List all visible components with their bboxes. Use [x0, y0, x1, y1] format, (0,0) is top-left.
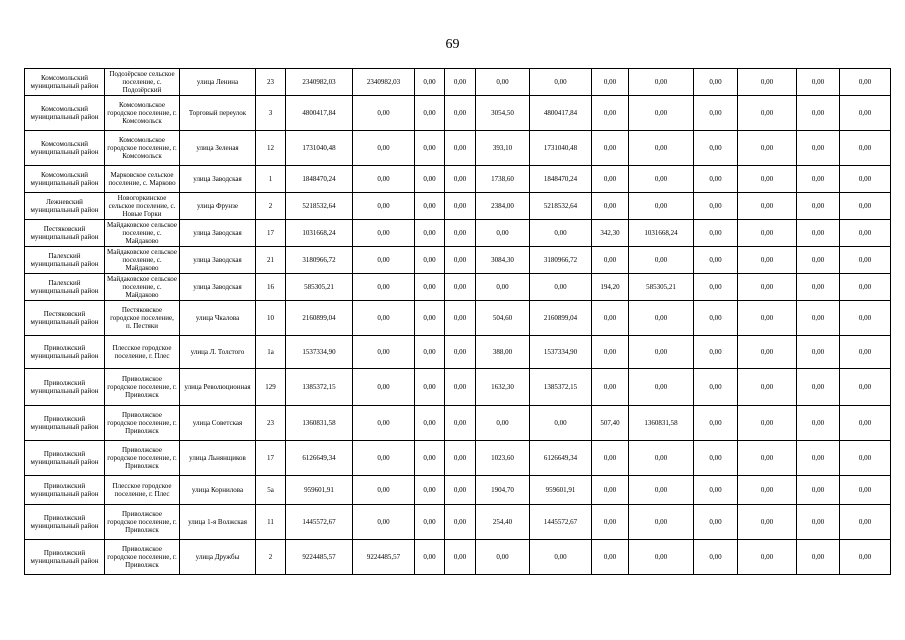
value-cell-2: 0,00 [415, 274, 445, 301]
house-number-cell: 17 [256, 220, 286, 247]
value-cell-5: 1537334,90 [530, 336, 592, 369]
value-cell-11: 0,00 [840, 336, 891, 369]
value-cell-9: 0,00 [738, 131, 797, 166]
value-cell-3: 0,00 [445, 476, 476, 505]
settlement-cell: Марковское сельское поселение, с. Марково [105, 166, 180, 193]
value-cell-8: 0,00 [694, 247, 738, 274]
value-cell-10: 0,00 [797, 406, 840, 441]
value-cell-7: 0,00 [629, 476, 694, 505]
street-cell: улица Дружбы [180, 540, 256, 575]
value-cell-9: 0,00 [738, 505, 797, 540]
table-row [25, 193, 891, 220]
house-number-cell: 16 [256, 274, 286, 301]
value-cell-5: 0,00 [530, 406, 592, 441]
table-row [25, 540, 891, 575]
table-row [25, 476, 891, 505]
value-cell-2: 0,00 [415, 540, 445, 575]
value-cell-10: 0,00 [797, 69, 840, 96]
value-cell-11: 0,00 [840, 220, 891, 247]
house-number-cell: 21 [256, 247, 286, 274]
table-row [25, 96, 891, 131]
value-cell-3: 0,00 [445, 336, 476, 369]
table-row [25, 369, 891, 406]
area-cell-1: 0,00 [476, 69, 530, 96]
value-cell-11: 0,00 [840, 540, 891, 575]
value-cell-5: 0,00 [530, 69, 592, 96]
page-number: 69 [445, 37, 460, 52]
area-cell-2: 507,40 [592, 406, 629, 441]
settlement-cell: Новогоркинское сельское поселение, с. Новые Горки [105, 193, 180, 220]
settlement-cell: Майдаковское сельское поселение, с. Майдаково [105, 220, 180, 247]
total-cost-cell: 959601,91 [286, 476, 353, 505]
district-cell: Пестяковский муниципальный район [25, 220, 105, 247]
table-row [25, 441, 891, 476]
value-cell-7: 0,00 [629, 505, 694, 540]
street-cell: улица Фрунзе [180, 193, 256, 220]
table-row [25, 406, 891, 441]
value-cell-9: 0,00 [738, 247, 797, 274]
value-cell-9: 0,00 [738, 301, 797, 336]
value-cell-11: 0,00 [840, 166, 891, 193]
street-cell: улица Революционная [180, 369, 256, 406]
street-cell: улица 1-я Волжская [180, 505, 256, 540]
house-number-cell: 10 [256, 301, 286, 336]
total-cost-cell: 9224485,57 [286, 540, 353, 575]
value-cell-9: 0,00 [738, 220, 797, 247]
area-cell-1: 0,00 [476, 406, 530, 441]
house-number-cell: 12 [256, 131, 286, 166]
value-cell-10: 0,00 [797, 193, 840, 220]
value-cell-2: 0,00 [415, 301, 445, 336]
district-cell: Комсомольский муниципальный район [25, 69, 105, 96]
area-cell-2: 0,00 [592, 166, 629, 193]
street-cell: улица Зеленая [180, 131, 256, 166]
house-number-cell: 129 [256, 369, 286, 406]
value-cell-8: 0,00 [694, 406, 738, 441]
value-cell-8: 0,00 [694, 441, 738, 476]
value-cell-7: 0,00 [629, 166, 694, 193]
value-cell-3: 0,00 [445, 406, 476, 441]
value-cell-1: 0,00 [353, 369, 415, 406]
value-cell-5: 2160899,04 [530, 301, 592, 336]
value-cell-8: 0,00 [694, 301, 738, 336]
total-cost-cell: 1537334,90 [286, 336, 353, 369]
settlement-cell: Приволжское городское поселение, г. Приволжск [105, 441, 180, 476]
settlement-cell: Комсомольское городское поселение, г. Комсомольск [105, 131, 180, 166]
area-cell-2: 0,00 [592, 540, 629, 575]
value-cell-3: 0,00 [445, 96, 476, 131]
house-number-cell: 3 [256, 96, 286, 131]
settlement-cell: Приволжское городское поселение, г. Приволжск [105, 505, 180, 540]
value-cell-3: 0,00 [445, 193, 476, 220]
street-cell: улица Корнилова [180, 476, 256, 505]
value-cell-2: 0,00 [415, 406, 445, 441]
house-number-cell: 2 [256, 540, 286, 575]
value-cell-7: 0,00 [629, 301, 694, 336]
value-cell-11: 0,00 [840, 369, 891, 406]
settlement-cell: Плесское городское поселение, г. Плес [105, 476, 180, 505]
table-row [25, 131, 891, 166]
value-cell-7: 1360831,58 [629, 406, 694, 441]
data-table [24, 68, 891, 575]
value-cell-7: 0,00 [629, 369, 694, 406]
table-row [25, 247, 891, 274]
house-number-cell: 2 [256, 193, 286, 220]
value-cell-9: 0,00 [738, 193, 797, 220]
area-cell-2: 0,00 [592, 369, 629, 406]
value-cell-7: 0,00 [629, 247, 694, 274]
street-cell: улица Ленина [180, 69, 256, 96]
value-cell-3: 0,00 [445, 131, 476, 166]
street-cell: улица Л. Толстого [180, 336, 256, 369]
value-cell-10: 0,00 [797, 476, 840, 505]
area-cell-1: 3054,50 [476, 96, 530, 131]
value-cell-8: 0,00 [694, 69, 738, 96]
value-cell-10: 0,00 [797, 247, 840, 274]
value-cell-8: 0,00 [694, 96, 738, 131]
street-cell: улица Заводская [180, 166, 256, 193]
house-number-cell: 1а [256, 336, 286, 369]
total-cost-cell: 585305,21 [286, 274, 353, 301]
total-cost-cell: 2160899,04 [286, 301, 353, 336]
value-cell-1: 0,00 [353, 301, 415, 336]
district-cell: Комсомольский муниципальный район [25, 166, 105, 193]
area-cell-1: 0,00 [476, 220, 530, 247]
street-cell: улица Заводская [180, 220, 256, 247]
value-cell-9: 0,00 [738, 336, 797, 369]
value-cell-7: 0,00 [629, 441, 694, 476]
area-cell-1: 1738,60 [476, 166, 530, 193]
value-cell-5: 0,00 [530, 540, 592, 575]
value-cell-1: 0,00 [353, 274, 415, 301]
area-cell-2: 0,00 [592, 336, 629, 369]
district-cell: Лежневский муниципальный район [25, 193, 105, 220]
value-cell-1: 0,00 [353, 166, 415, 193]
value-cell-11: 0,00 [840, 69, 891, 96]
district-cell: Приволжский муниципальный район [25, 369, 105, 406]
value-cell-5: 4800417,84 [530, 96, 592, 131]
value-cell-2: 0,00 [415, 247, 445, 274]
settlement-cell: Приволжское городское поселение, г. Приволжск [105, 369, 180, 406]
value-cell-7: 0,00 [629, 193, 694, 220]
value-cell-5: 0,00 [530, 220, 592, 247]
value-cell-10: 0,00 [797, 274, 840, 301]
value-cell-2: 0,00 [415, 69, 445, 96]
value-cell-9: 0,00 [738, 540, 797, 575]
area-cell-2: 0,00 [592, 131, 629, 166]
value-cell-7: 0,00 [629, 96, 694, 131]
value-cell-7: 1031668,24 [629, 220, 694, 247]
value-cell-5: 0,00 [530, 274, 592, 301]
area-cell-2: 342,30 [592, 220, 629, 247]
settlement-cell: Приволжское городское поселение, г. Приволжск [105, 406, 180, 441]
total-cost-cell: 4800417,84 [286, 96, 353, 131]
value-cell-3: 0,00 [445, 441, 476, 476]
house-number-cell: 23 [256, 406, 286, 441]
total-cost-cell: 2340982,03 [286, 69, 353, 96]
table-row [25, 336, 891, 369]
district-cell: Приволжский муниципальный район [25, 540, 105, 575]
area-cell-1: 1904,70 [476, 476, 530, 505]
value-cell-3: 0,00 [445, 220, 476, 247]
value-cell-11: 0,00 [840, 505, 891, 540]
value-cell-9: 0,00 [738, 96, 797, 131]
district-cell: Палехский муниципальный район [25, 274, 105, 301]
total-cost-cell: 5218532,64 [286, 193, 353, 220]
value-cell-1: 9224485,57 [353, 540, 415, 575]
value-cell-7: 0,00 [629, 540, 694, 575]
area-cell-1: 3084,30 [476, 247, 530, 274]
area-cell-2: 0,00 [592, 247, 629, 274]
table-row [25, 166, 891, 193]
value-cell-2: 0,00 [415, 131, 445, 166]
value-cell-1: 2340982,03 [353, 69, 415, 96]
value-cell-1: 0,00 [353, 247, 415, 274]
value-cell-9: 0,00 [738, 369, 797, 406]
district-cell: Палехский муниципальный район [25, 247, 105, 274]
value-cell-8: 0,00 [694, 336, 738, 369]
value-cell-9: 0,00 [738, 69, 797, 96]
district-cell: Приволжский муниципальный район [25, 406, 105, 441]
value-cell-3: 0,00 [445, 505, 476, 540]
value-cell-8: 0,00 [694, 476, 738, 505]
total-cost-cell: 6126649,34 [286, 441, 353, 476]
settlement-cell: Комсомольское городское поселение, г. Комсомольск [105, 96, 180, 131]
area-cell-1: 504,60 [476, 301, 530, 336]
value-cell-5: 5218532,64 [530, 193, 592, 220]
value-cell-10: 0,00 [797, 96, 840, 131]
value-cell-11: 0,00 [840, 96, 891, 131]
district-cell: Приволжский муниципальный район [25, 441, 105, 476]
value-cell-2: 0,00 [415, 166, 445, 193]
street-cell: улица Заводская [180, 247, 256, 274]
total-cost-cell: 1848470,24 [286, 166, 353, 193]
value-cell-7: 0,00 [629, 131, 694, 166]
value-cell-1: 0,00 [353, 131, 415, 166]
settlement-cell: Майдаковское сельское поселение, с. Майдаково [105, 274, 180, 301]
area-cell-1: 0,00 [476, 274, 530, 301]
street-cell: Торговый переулок [180, 96, 256, 131]
value-cell-1: 0,00 [353, 336, 415, 369]
district-cell: Комсомольский муниципальный район [25, 131, 105, 166]
district-cell: Комсомольский муниципальный район [25, 96, 105, 131]
area-cell-2: 0,00 [592, 301, 629, 336]
value-cell-8: 0,00 [694, 369, 738, 406]
value-cell-5: 1848470,24 [530, 166, 592, 193]
street-cell: улица Чкалова [180, 301, 256, 336]
area-cell-2: 0,00 [592, 193, 629, 220]
value-cell-10: 0,00 [797, 336, 840, 369]
value-cell-1: 0,00 [353, 441, 415, 476]
value-cell-8: 0,00 [694, 166, 738, 193]
value-cell-8: 0,00 [694, 220, 738, 247]
value-cell-3: 0,00 [445, 540, 476, 575]
district-cell: Приволжский муниципальный район [25, 476, 105, 505]
value-cell-2: 0,00 [415, 336, 445, 369]
value-cell-2: 0,00 [415, 476, 445, 505]
total-cost-cell: 1031668,24 [286, 220, 353, 247]
value-cell-10: 0,00 [797, 220, 840, 247]
street-cell: улица Льнянщиков [180, 441, 256, 476]
value-cell-1: 0,00 [353, 96, 415, 131]
total-cost-cell: 1445572,67 [286, 505, 353, 540]
street-cell: улица Заводская [180, 274, 256, 301]
table-row [25, 301, 891, 336]
value-cell-1: 0,00 [353, 220, 415, 247]
value-cell-10: 0,00 [797, 301, 840, 336]
district-cell: Приволжский муниципальный район [25, 336, 105, 369]
area-cell-1: 0,00 [476, 540, 530, 575]
value-cell-5: 959601,91 [530, 476, 592, 505]
value-cell-8: 0,00 [694, 274, 738, 301]
value-cell-9: 0,00 [738, 274, 797, 301]
value-cell-5: 3180966,72 [530, 247, 592, 274]
value-cell-5: 1445572,67 [530, 505, 592, 540]
house-number-cell: 23 [256, 69, 286, 96]
value-cell-11: 0,00 [840, 406, 891, 441]
total-cost-cell: 1360831,58 [286, 406, 353, 441]
value-cell-8: 0,00 [694, 540, 738, 575]
table-row [25, 505, 891, 540]
district-cell: Приволжский муниципальный район [25, 505, 105, 540]
value-cell-2: 0,00 [415, 193, 445, 220]
value-cell-5: 1731040,48 [530, 131, 592, 166]
value-cell-11: 0,00 [840, 301, 891, 336]
area-cell-2: 0,00 [592, 69, 629, 96]
area-cell-1: 1023,60 [476, 441, 530, 476]
house-number-cell: 11 [256, 505, 286, 540]
value-cell-9: 0,00 [738, 406, 797, 441]
total-cost-cell: 3180966,72 [286, 247, 353, 274]
value-cell-10: 0,00 [797, 131, 840, 166]
value-cell-9: 0,00 [738, 166, 797, 193]
table-row [25, 220, 891, 247]
area-cell-2: 0,00 [592, 96, 629, 131]
total-cost-cell: 1385372,15 [286, 369, 353, 406]
value-cell-11: 0,00 [840, 441, 891, 476]
house-number-cell: 17 [256, 441, 286, 476]
settlement-cell: Пестяковское городское поселение, п. Пестяки [105, 301, 180, 336]
value-cell-11: 0,00 [840, 476, 891, 505]
value-cell-3: 0,00 [445, 69, 476, 96]
area-cell-1: 393,10 [476, 131, 530, 166]
value-cell-11: 0,00 [840, 131, 891, 166]
value-cell-10: 0,00 [797, 166, 840, 193]
value-cell-10: 0,00 [797, 540, 840, 575]
value-cell-10: 0,00 [797, 441, 840, 476]
value-cell-8: 0,00 [694, 193, 738, 220]
settlement-cell: Приволжское городское поселение, г. Приволжск [105, 540, 180, 575]
area-cell-2: 0,00 [592, 476, 629, 505]
value-cell-5: 1385372,15 [530, 369, 592, 406]
value-cell-7: 0,00 [629, 336, 694, 369]
settlement-cell: Плесское городское поселение, г. Плес [105, 336, 180, 369]
value-cell-1: 0,00 [353, 193, 415, 220]
area-cell-1: 1632,30 [476, 369, 530, 406]
value-cell-7: 585305,21 [629, 274, 694, 301]
street-cell: улица Советская [180, 406, 256, 441]
value-cell-2: 0,00 [415, 220, 445, 247]
settlement-cell: Подозёрское сельское поселение, с. Подозёрский [105, 69, 180, 96]
area-cell-1: 388,00 [476, 336, 530, 369]
house-number-cell: 5а [256, 476, 286, 505]
house-number-cell: 1 [256, 166, 286, 193]
value-cell-2: 0,00 [415, 369, 445, 406]
area-cell-1: 254,40 [476, 505, 530, 540]
district-cell: Пестяковский муниципальный район [25, 301, 105, 336]
value-cell-3: 0,00 [445, 166, 476, 193]
value-cell-1: 0,00 [353, 476, 415, 505]
value-cell-11: 0,00 [840, 247, 891, 274]
value-cell-10: 0,00 [797, 369, 840, 406]
value-cell-3: 0,00 [445, 274, 476, 301]
value-cell-2: 0,00 [415, 441, 445, 476]
area-cell-2: 0,00 [592, 441, 629, 476]
area-cell-2: 0,00 [592, 505, 629, 540]
value-cell-2: 0,00 [415, 505, 445, 540]
value-cell-11: 0,00 [840, 193, 891, 220]
value-cell-8: 0,00 [694, 131, 738, 166]
value-cell-5: 6126649,34 [530, 441, 592, 476]
settlement-cell: Майдаковское сельское поселение, с. Майдаково [105, 247, 180, 274]
area-cell-2: 194,20 [592, 274, 629, 301]
value-cell-3: 0,00 [445, 369, 476, 406]
value-cell-3: 0,00 [445, 301, 476, 336]
value-cell-10: 0,00 [797, 505, 840, 540]
value-cell-2: 0,00 [415, 96, 445, 131]
value-cell-9: 0,00 [738, 476, 797, 505]
value-cell-9: 0,00 [738, 441, 797, 476]
area-cell-1: 2384,00 [476, 193, 530, 220]
value-cell-11: 0,00 [840, 274, 891, 301]
value-cell-1: 0,00 [353, 505, 415, 540]
value-cell-1: 0,00 [353, 406, 415, 441]
value-cell-3: 0,00 [445, 247, 476, 274]
table-row [25, 274, 891, 301]
value-cell-7: 0,00 [629, 69, 694, 96]
table-row [25, 69, 891, 96]
value-cell-8: 0,00 [694, 505, 738, 540]
total-cost-cell: 1731040,48 [286, 131, 353, 166]
